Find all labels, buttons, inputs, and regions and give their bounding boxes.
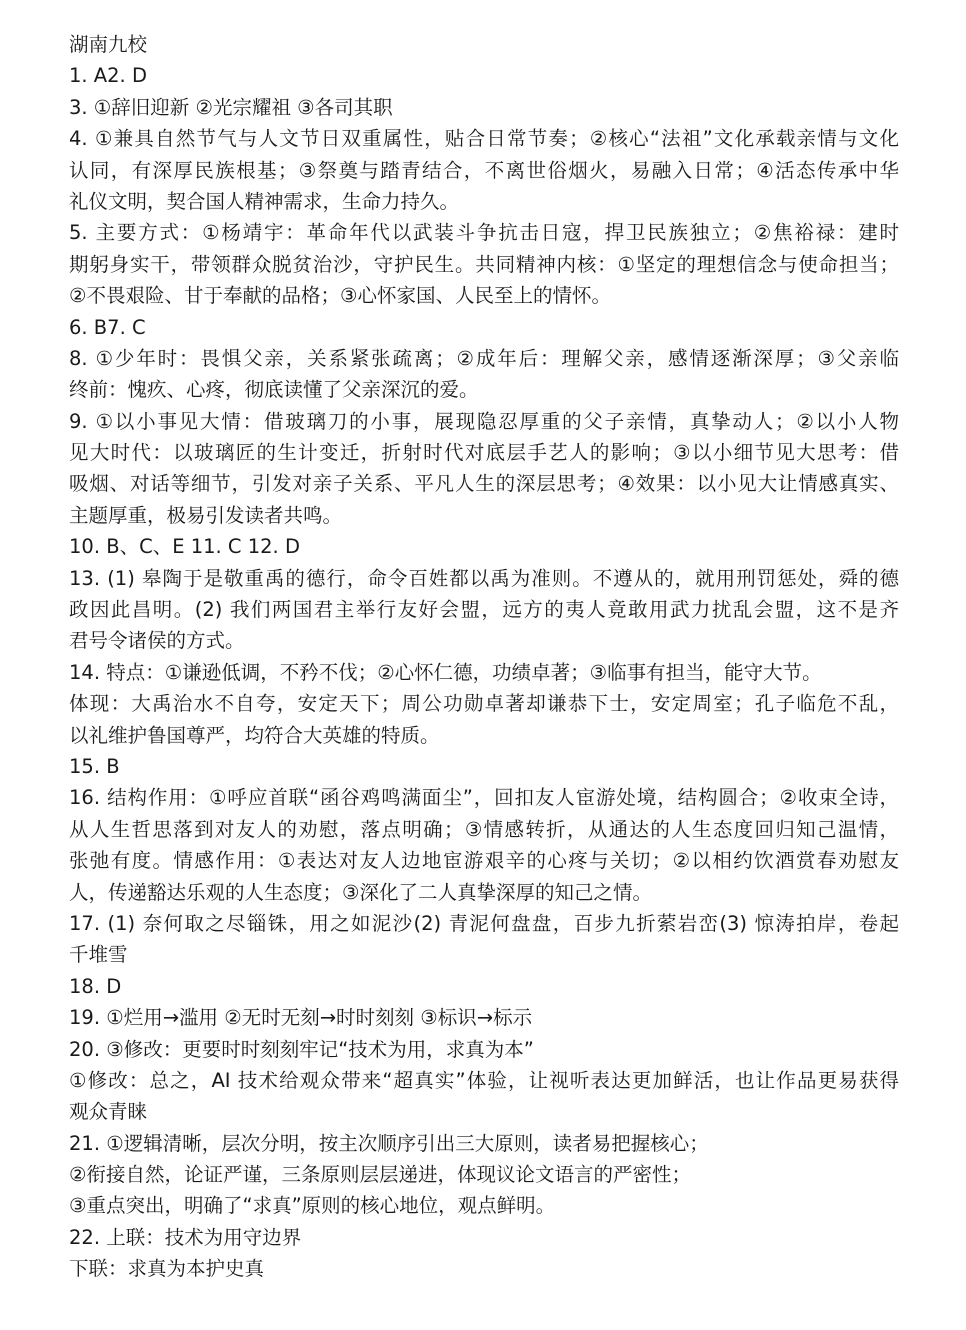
document-line: ②不畏艰险、甘于奉献的品格；③心怀家国、人民至上的情怀。 [69,284,611,308]
document-line: 18. D [69,974,122,998]
document-line: 君号令诸侯的方式。 [69,629,245,653]
document-line: 22. 上联：技术为用守边界 [69,1225,302,1249]
document-line: 以礼维护鲁国尊严，均符合大英雄的特质。 [69,723,440,747]
document-line: 吸烟、对话等细节，引发对亲子关系、平凡人生的深层思考；④效果：以小见大让情感真实、 [69,472,899,496]
answer-document [69,29,899,1285]
document-line: 湖南九校 [69,33,148,56]
document-line: 人，传递豁达乐观的人生态度；③深化了二人真挚深厚的知己之情。 [69,880,652,904]
document-line: 10. B、C、E 11. C 12. D [69,535,300,559]
document-line: 19. ①烂用→滥用 ②无时无刻→时时刻刻 ③标识→标示 [69,1006,533,1030]
document-line: 20. ③修改：更要时时刻刻牢记“技术为用，求真为本” [69,1037,534,1061]
document-line: 14. 特点：①谦逊低调，不矜不伐；②心怀仁德，功绩卓著；③临事有担当，能守大节。 [69,660,822,684]
document-line: 见大时代：以玻璃匠的生计变迁，折射时代对底层手艺人的影响；③以小细节见大思考：借 [69,441,899,465]
document-line: 礼仪文明，契合国人精神需求，生命力持久。 [69,189,460,213]
document-line: 观众青睐 [69,1100,148,1124]
document-line: 16. 结构作用：①呼应首联“函谷鸡鸣满面尘”，回扣友人宦游处境，结构圆合；②收束全诗， [69,786,899,810]
document-line: 认同，有深厚民族根基；③祭奠与踏青结合，不离世俗烟火，易融入日常；④活态传承中华 [69,158,899,182]
document-line: 张弛有度。情感作用：①表达对友人边地宦游艰辛的心疼与关切；②以相约饮酒赏春劝慰友 [69,849,899,873]
document-line: 下联：求真为本护史真 [69,1257,265,1281]
document-line: ①修改：总之，AI 技术给观众带来“超真实”体验，让视听表达更加鲜活，也让作品更易获得 [69,1068,899,1092]
document-line: ②衔接自然，论证严谨，三条原则层层递进，体现议论文语言的严密性； [69,1163,691,1187]
document-line: 千堆雪 [69,943,128,967]
document-line: 8. ①少年时：畏惧父亲，关系紧张疏离；②成年后：理解父亲，感情逐渐深厚；③父亲临 [69,346,899,370]
document-line: 终前：愧疚、心疼，彻底读懂了父亲深沉的爱。 [69,378,479,402]
document-line: 从人生哲思落到对友人的劝慰，落点明确；③情感转折，从通达的人生态度回归知己温情， [69,817,899,841]
document-line: 期躬身实干，带领群众脱贫治沙，守护民生。共同精神内核：①坚定的理想信念与使命担当； [69,252,899,276]
document-line: 1. A2. D [69,64,147,88]
document-line: 9. ①以小事见大情：借玻璃刀的小事，展现隐忍厚重的父子亲情，真挚动人；②以小人物 [69,409,899,433]
document-line: 政因此昌明。(2) 我们两国君主举行友好会盟，远方的夷人竟敢用武力扰乱会盟，这不是齐 [69,598,899,622]
document-line: 3. ①辞旧迎新 ②光宗耀祖 ③各司其职 [69,95,393,119]
document-line: 21. ①逻辑清晰，层次分明，按主次顺序引出三大原则，读者易把握核心； [69,1131,709,1155]
document-line: 15. B [69,754,120,778]
document-line: 5. 主要方式：①杨靖宇：革命年代以武装斗争抗击日寇，捍卫民族独立；②焦裕禄：建时 [69,221,899,245]
document-line: 6. B7. C [69,315,146,339]
document-line: 17. (1) 奈何取之尽锱铢，用之如泥沙(2) 青泥何盘盘，百步九折萦岩峦(3) 惊涛拍岸，卷起 [69,911,899,935]
document-line: 13. (1) 皋陶于是敬重禹的德行，命令百姓都以禹为准则。不遵从的，就用刑罚惩处，舜的德 [69,566,899,590]
document-line: 体现：大禹治水不自夸，安定天下；周公功勋卓著却谦恭下士，安定周室；孔子临危不乱， [69,692,899,716]
document-line: 主题厚重，极易引发读者共鸣。 [69,503,343,527]
document-line: 4. ①兼具自然节气与人文节日双重属性，贴合日常节奏；②核心“法祖”文化承载亲情与文化 [69,127,899,151]
document-line: ③重点突出，明确了“求真”原则的核心地位，观点鲜明。 [69,1194,556,1218]
